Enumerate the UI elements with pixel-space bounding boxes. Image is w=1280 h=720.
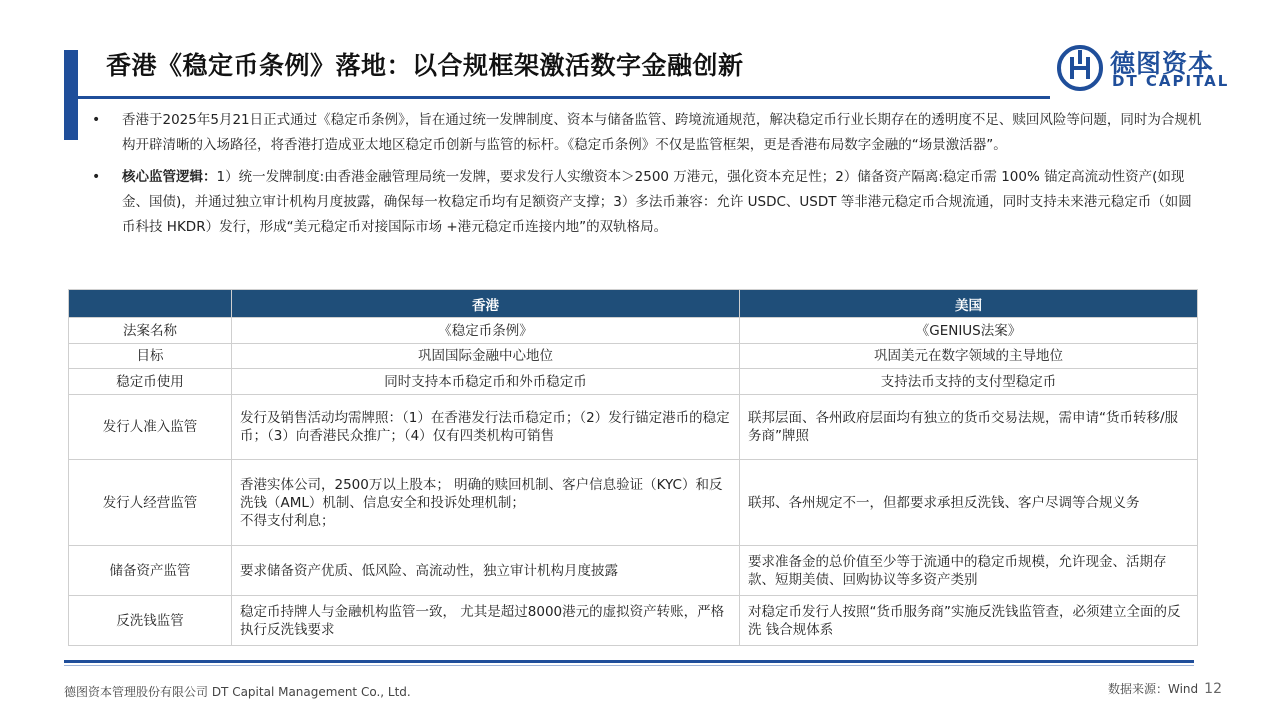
bullet-text: 香港于2025年5月21日正式通过《稳定币条例》，旨在通过统一发牌制度、资本与储备监管、跨境流通规范，解决稳定币行业长期存在的透明度不足、赎回风险等问题，同时为合规机构开辟清晰的入场路径，将香港打造成亚太地区稳定币创新与监管的标杆。《稳定币条例》不仅是监管框架，更是香港布局数字金融的“场景激活器”。	[122, 112, 1202, 153]
row-header-cell: 目标	[69, 344, 232, 369]
footer-company: 德图资本管理股份有限公司 DT Capital Management Co., Ltd.	[64, 685, 411, 699]
bullet-dot-icon: •	[92, 112, 101, 128]
hk-cell: 巩固国际金融中心地位	[232, 344, 740, 369]
row-header-cell: 法案名称	[69, 318, 232, 344]
page-title: 香港《稳定币条例》落地：以合规框架激活数字金融创新	[106, 51, 744, 80]
table-row	[69, 460, 1198, 546]
table-row	[69, 596, 1198, 646]
comparison-table-wrapper	[68, 289, 1197, 646]
row-header-cell: 发行人经营监管	[69, 460, 232, 546]
footer-divider	[64, 660, 1194, 663]
us-cell: 对稳定币发行人按照“货币服务商”实施反洗钱监管查，必须建立全面的反洗 钱合规体系	[740, 596, 1198, 646]
logo-en-text: DT CAPITAL	[1112, 72, 1230, 90]
table-header-row	[69, 290, 1198, 318]
bullet-dot-icon: •	[92, 169, 101, 185]
hk-cell: 同时支持本币稳定币和外币稳定币	[232, 369, 740, 395]
company-logo	[1056, 44, 1230, 92]
bullet-item	[92, 165, 1202, 240]
table-row	[69, 546, 1198, 596]
logo-cn-text: 德图资本	[1110, 49, 1215, 78]
table-header-cell: 美国	[740, 290, 1198, 318]
footer-divider-thin	[64, 665, 1194, 666]
page-number: 12	[1204, 681, 1222, 697]
table-row	[69, 369, 1198, 395]
bullet-text: 1）统一发牌制度:由香港金融管理局统一发牌，要求发行人实缴资本＞2500 万港元，强化资本充足性；2）储备资产隔离:稳定币需 100% 锚定高流动性资产(如现金、国债)，并通过独立审计机构月度披露，确保每一枚稳定币均有足额资产支撑；3）多法币兼容：允许 USDC、USDT 等非港元稳定币合规流通，同时支持未来港元稳定币（如圆币科技 HKDR）发行，形成“美元稳定币对接国际市场 +港元稳定币连接内地”的双轨格局。	[122, 169, 1192, 235]
table-row	[69, 318, 1198, 344]
hk-cell: 要求储备资产优质、低风险、高流动性，独立审计机构月度披露	[232, 546, 740, 596]
us-cell: 《GENIUS法案》	[740, 318, 1198, 344]
bullet-list	[92, 108, 1202, 240]
us-cell: 要求准备金的总价值至少等于流通中的稳定币规模，允许现金、活期存款、短期美债、回购协议等多资产类别	[740, 546, 1198, 596]
footer-source: 数据来源：Wind	[1108, 682, 1199, 696]
bullet-bold-lead: 核心监管逻辑：	[122, 169, 217, 185]
row-header-cell: 发行人准入监管	[69, 395, 232, 460]
footer-source-page	[1108, 680, 1222, 697]
table-row	[69, 395, 1198, 460]
row-header-cell: 反洗钱监管	[69, 596, 232, 646]
us-cell: 支持法币支持的支付型稳定币	[740, 369, 1198, 395]
hk-cell: 发行及销售活动均需牌照：（1）在香港发行法币稳定币；（2）发行锚定港币的稳定币；（3）向香港民众推广；（4）仅有四类机构可销售	[232, 395, 740, 460]
dt-logo-icon	[1056, 44, 1104, 92]
hk-cell: 稳定币持牌人与金融机构监管一致， 尤其是超过8000港元的虚拟资产转账，严格执行反洗钱要求	[232, 596, 740, 646]
title-accent-bar	[64, 50, 78, 140]
comparison-table	[68, 289, 1198, 646]
bullet-item	[92, 108, 1202, 158]
row-header-cell: 储备资产监管	[69, 546, 232, 596]
hk-cell: 香港实体公司，2500万以上股本； 明确的赎回机制、客户信息验证（KYC）和反洗钱（AML）机制、信息安全和投诉处理机制； 不得支付利息；	[232, 460, 740, 546]
table-row	[69, 344, 1198, 369]
us-cell: 联邦层面、各州政府层面均有独立的货币交易法规，需申请“货币转移/服务商”牌照	[740, 395, 1198, 460]
table-header-cell: 香港	[232, 290, 740, 318]
us-cell: 联邦、各州规定不一，但都要求承担反洗钱、客户尽调等合规义务	[740, 460, 1198, 546]
title-underline	[64, 96, 1050, 99]
us-cell: 巩固美元在数字领域的主导地位	[740, 344, 1198, 369]
row-header-cell: 稳定币使用	[69, 369, 232, 395]
hk-cell: 《稳定币条例》	[232, 318, 740, 344]
table-header-cell	[69, 290, 232, 318]
